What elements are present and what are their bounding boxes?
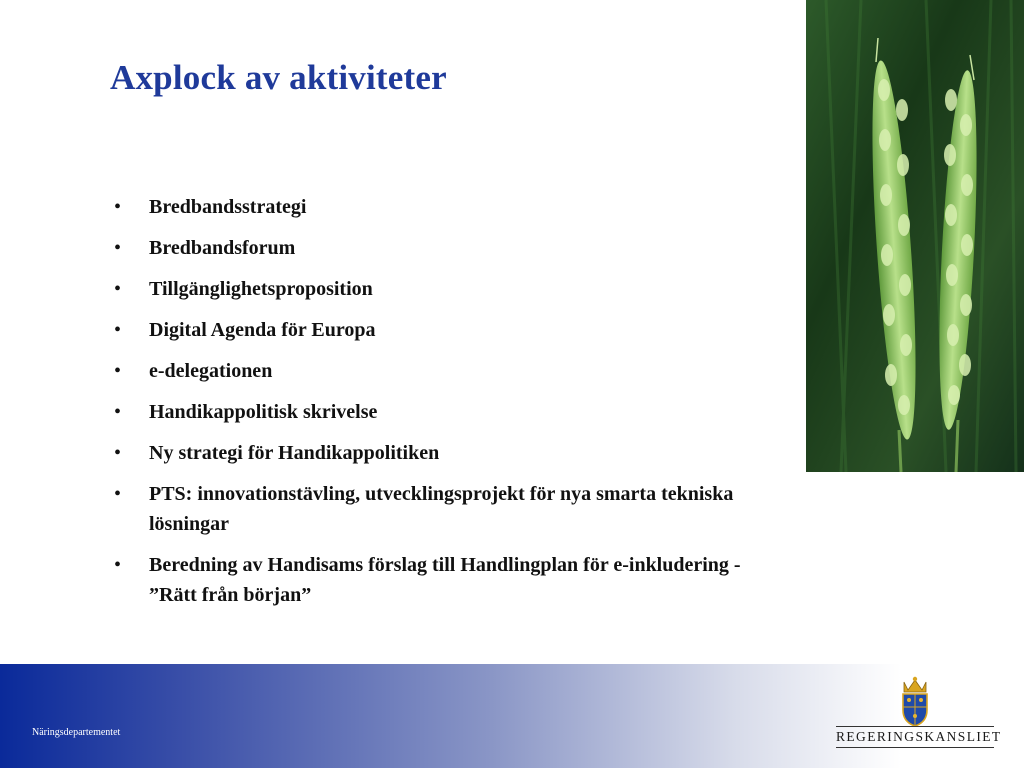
bullet-text: PTS: innovationstävling, utvecklingsprojekt för nya smarta tekniska lösningar — [149, 483, 734, 535]
wheat-photo — [806, 0, 1024, 472]
bullet-text: Tillgänglighetsproposition — [149, 278, 373, 300]
bullet-marker: • — [114, 196, 122, 218]
list-item — [114, 274, 774, 304]
bullet-text: Bredbandsstrategi — [149, 196, 307, 218]
bullet-text: e-delegationen — [149, 360, 273, 382]
list-item — [114, 438, 774, 468]
bullet-text: Handikappolitisk skrivelse — [149, 401, 378, 423]
list-item — [114, 356, 774, 386]
bullet-marker: • — [114, 360, 122, 382]
bullet-list — [114, 192, 774, 621]
regeringskansliet-logo — [836, 676, 1002, 750]
bullet-marker: • — [114, 401, 122, 423]
logo-text: REGERINGSKANSLIET — [836, 729, 1002, 744]
bullet-text: Bredbandsforum — [149, 237, 296, 259]
list-item — [114, 315, 774, 345]
bullet-marker: • — [114, 483, 122, 505]
logo-rule-top — [836, 726, 994, 727]
list-item — [114, 233, 774, 263]
list-item — [114, 192, 774, 222]
list-item — [114, 479, 774, 539]
bullet-marker: • — [114, 442, 122, 464]
bullet-text: Ny strategi för Handikappolitiken — [149, 442, 440, 464]
department-label: Näringsdepartementet — [32, 727, 121, 738]
crown-shield-icon — [836, 676, 994, 726]
bullet-text: Digital Agenda för Europa — [149, 319, 376, 341]
bullet-marker: • — [114, 554, 122, 576]
slide-title: Axplock av aktiviteter — [110, 58, 447, 97]
bullet-marker: • — [114, 237, 122, 259]
list-item — [114, 550, 774, 610]
bullet-marker: • — [114, 278, 122, 300]
bullet-marker: • — [114, 319, 122, 341]
bullet-text: Beredning av Handisams förslag till Handlingplan för e-inkludering - ”Rätt från början” — [149, 554, 741, 606]
logo-rule-bottom — [836, 747, 994, 748]
list-item — [114, 397, 774, 427]
